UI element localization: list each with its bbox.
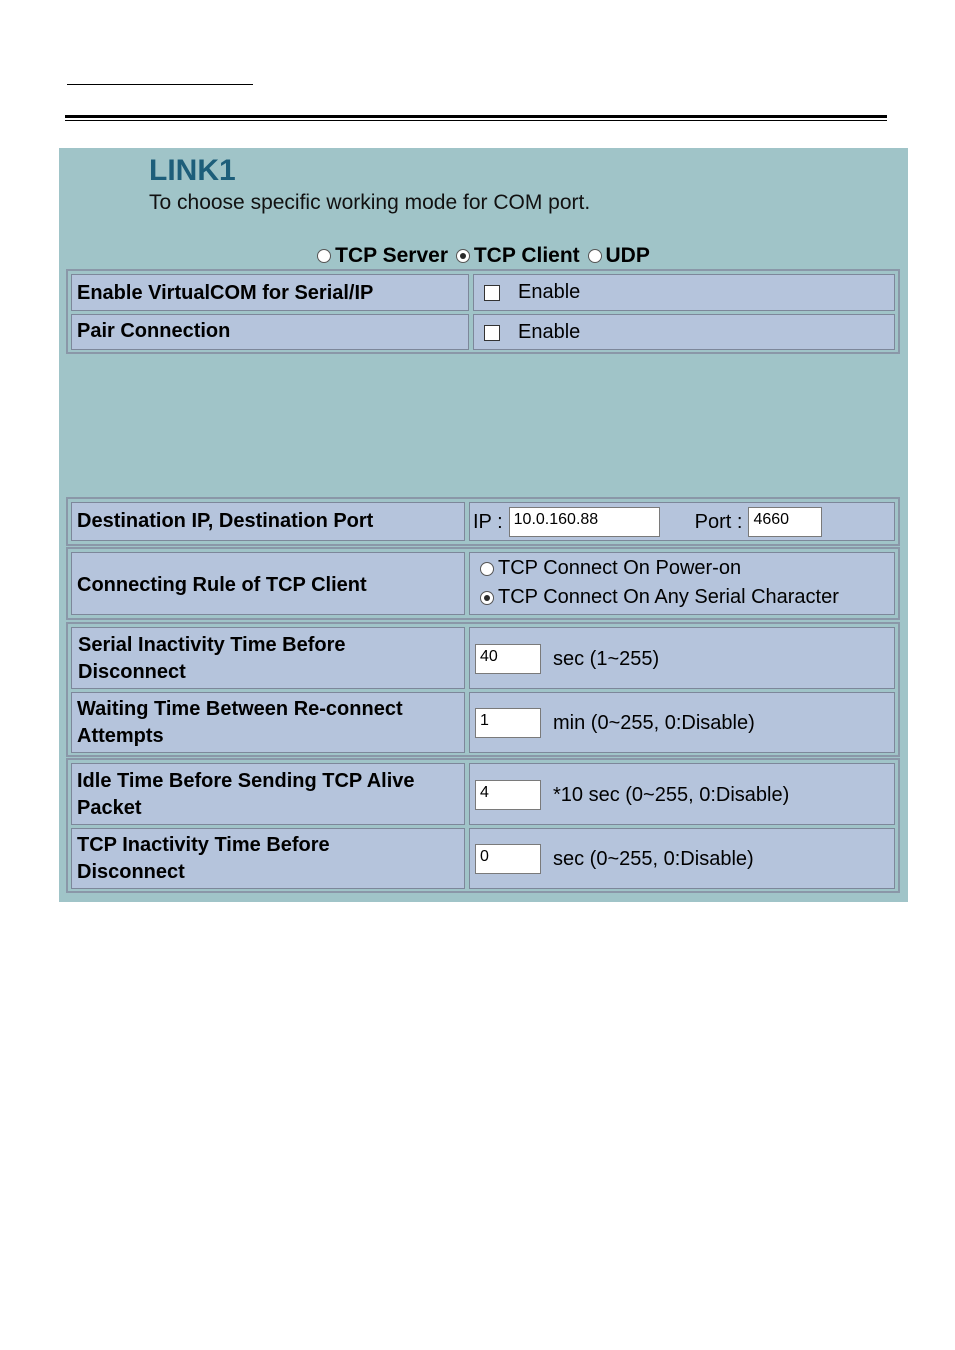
connect-power-on-option[interactable]: TCP Connect On Power-on: [480, 557, 741, 580]
pair-row: [71, 314, 895, 350]
tcp-alive-label: Idle Time Before Sending TCP Alive Packet: [77, 770, 415, 819]
pair-checkbox-label: Enable: [518, 321, 581, 343]
connect-rule-label: Connecting Rule of TCP Client: [77, 574, 367, 596]
reconnect-wait-unit: min (0~255, 0:Disable): [553, 711, 755, 734]
pair-label: Pair Connection: [77, 320, 231, 342]
tcp-inactivity-input[interactable]: 0: [475, 844, 541, 874]
virtual-com-table: [66, 269, 900, 354]
destination-label: Destination IP, Destination Port: [77, 510, 374, 532]
reconnect-wait-input[interactable]: 1: [475, 708, 541, 738]
radio-icon[interactable]: [480, 562, 494, 576]
radio-icon[interactable]: [588, 249, 602, 263]
serial-inactivity-input[interactable]: 40: [475, 644, 541, 674]
page-description: To choose specific working mode for COM port.: [149, 191, 591, 214]
vcom-row: [71, 274, 895, 311]
ip-label: IP :: [473, 510, 503, 533]
header-thick-rule: [65, 115, 887, 118]
link1-settings-panel: [59, 148, 908, 902]
radio-selected-icon[interactable]: [480, 591, 494, 605]
reconnect-wait-label: Waiting Time Between Re-connect Attempts: [77, 698, 403, 747]
destination-port-input[interactable]: 4660: [748, 507, 822, 537]
timeout-table-1: [66, 622, 900, 757]
vcom-checkbox-label: Enable: [518, 281, 581, 303]
mode-tcp-server[interactable]: TCP Server: [317, 244, 448, 268]
radio-icon[interactable]: [317, 249, 331, 263]
destination-ip-input[interactable]: 10.0.160.88: [509, 507, 660, 537]
tcp-alive-input[interactable]: 4: [475, 780, 541, 810]
connect-serial-char-option[interactable]: TCP Connect On Any Serial Character: [480, 586, 839, 609]
tcp-inactivity-label: TCP Inactivity Time Before Disconnect: [77, 834, 330, 883]
working-mode-selector: [59, 244, 908, 269]
tcp-alive-unit: *10 sec (0~255, 0:Disable): [553, 783, 790, 806]
port-label: Port :: [694, 510, 743, 533]
destination-table: [66, 497, 900, 546]
header-short-rule: [67, 84, 253, 85]
mode-tcp-client[interactable]: TCP Client: [456, 244, 580, 268]
radio-selected-icon[interactable]: [456, 249, 470, 263]
tcp-inactivity-unit: sec (0~255, 0:Disable): [553, 847, 754, 870]
mode-udp[interactable]: UDP: [588, 244, 650, 268]
vcom-checkbox[interactable]: [484, 285, 500, 301]
serial-inactivity-unit: sec (1~255): [553, 647, 660, 670]
page-title: LINK1: [149, 154, 236, 187]
connect-rule-table: [66, 547, 900, 620]
vcom-label: Enable VirtualCOM for Serial/IP: [77, 282, 374, 304]
header-thin-rule: [65, 120, 887, 121]
timeout-table-2: [66, 758, 900, 893]
pair-checkbox[interactable]: [484, 325, 500, 341]
serial-inactivity-label: Serial Inactivity Time Before Disconnect: [78, 634, 346, 683]
